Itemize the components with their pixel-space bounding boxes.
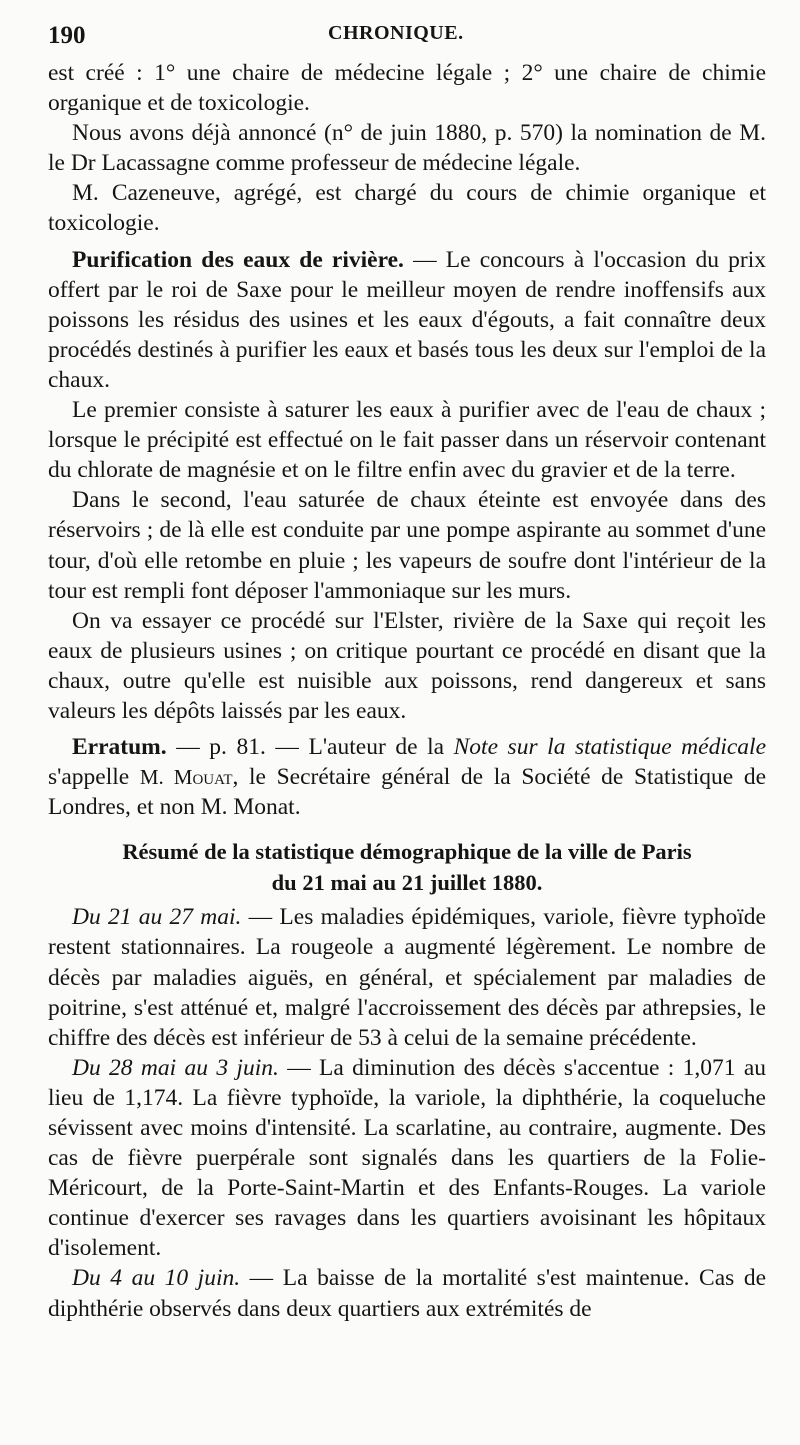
erratum-text-b: s'appelle xyxy=(48,764,140,791)
erratum-text-a: — p. 81. — L'auteur de la xyxy=(166,734,454,761)
purification-text: — Le concours à l'occasion du prix offert par le roi de Saxe pour le meilleur moyen de rendre inoffensifs aux poissons les résidus des usines et les eaux d'égouts, a fait connaître deux procédés destinés à purifier les eaux et basés tous les deux sur l'emploi de la chaux. xyxy=(48,246,766,393)
entry-text: — Les maladies épidémiques, variole, fièvre typhoïde restent stationnaires. La rougeole a augmenté légèrement. Le nombre de décès par maladies aiguës, en général, et spécialement par maladies de poitrine, s'est atténué et, malgré l'accroissement des décès par athrepsies, le chiffre des décès est inférieur de 53 à celui de la semaine précédente. xyxy=(48,904,766,1051)
paragraph-elster: On va essayer ce procédé sur l'Elster, rivière de la Saxe qui reçoit les eaux de plusieurs usines ; on critique pourtant ce procédé en disant que la chaux, outre qu'elle est nuisible aux poissons, rend dangereux et sans valeurs les dépôts laissés par les eaux. xyxy=(48,607,766,724)
erratum-note-title: Note sur la statistique médicale xyxy=(453,734,767,761)
entry-date: Du 21 au 27 mai. xyxy=(72,904,242,931)
page-number: 190 xyxy=(48,22,86,49)
paragraph-cazeneuve: M. Cazeneuve, agrégé, est chargé du cours de chimie organique et toxicologie. xyxy=(48,180,766,237)
page-header xyxy=(48,14,766,58)
section-title xyxy=(48,836,766,898)
section-title-line-1: Résumé de la statistique démographique de la ville de Paris xyxy=(122,839,692,865)
article-body xyxy=(48,58,766,1324)
entry-text: — La baisse de la mortalité s'est maintenue. Cas de diphthérie observés dans deux quartiers aux extrémités de xyxy=(48,1265,767,1322)
purification-heading: Purification des eaux de rivière. xyxy=(72,246,404,273)
erratum-author-name: M. Mouat xyxy=(139,765,233,790)
entry-text: — La diminution des décès s'accentue : 1,071 au lieu de 1,174. La fièvre typhoïde, la variole, la diphthérie, la coqueluche sévissent avec moins d'intensité. La scarlatine, au contraire, augmente. Des cas de fièvre puerpérale sont signalés dans les quartiers de la Folie-Méricourt, de la Porte-Saint-Martin et des Enfants-Rouges. La variole continue d'exercer ses ravages dans les quartiers avoisinant les hôpitaux d'isolement. xyxy=(48,1054,767,1262)
entry-paragraph xyxy=(48,902,766,1052)
paragraph-purification xyxy=(48,245,766,395)
entry-date: Du 4 au 10 juin. xyxy=(72,1265,241,1292)
section-title-line-2: du 21 mai au 21 juillet 1880. xyxy=(271,870,543,896)
running-head: CHRONIQUE. xyxy=(328,22,464,44)
erratum-heading: Erratum. xyxy=(72,734,167,761)
paragraph-first-method: Le premier consiste à saturer les eaux à purifier avec de l'eau de chaux ; lorsque le précipité est effectué on le fait passer dans un réservoir contenant du chlorate de magnésie et on le filtre enfin avec du gravier et de la terre. xyxy=(48,397,766,484)
paragraph-second-method: Dans le second, l'eau saturée de chaux éteinte est envoyée dans des réservoirs ; de là elle est conduite par une pompe aspirante au sommet d'une tour, d'où elle retombe en pluie ; les vapeurs de soufre dont l'intérieur de la tour est rempli font déposer l'ammoniaque sur les murs. xyxy=(48,487,766,604)
paragraph-nomination: Nous avons déjà annoncé (n° de juin 1880, p. 570) la nomination de M. le Dr Lacassagne comme professeur de médecine légale. xyxy=(48,120,766,177)
erratum-text-c: , le Secrétaire général de la Société de Statistique de Londres, et non M. Monat. xyxy=(48,764,767,821)
paragraph-chairs: est créé : 1° une chaire de médecine légale ; 2° une chaire de chimie organique et de toxicologie. xyxy=(48,60,766,117)
paragraph-erratum xyxy=(48,732,766,822)
entry-paragraph xyxy=(48,1053,766,1264)
entry-paragraph xyxy=(48,1263,766,1323)
entry-date: Du 28 mai au 3 juin. xyxy=(72,1054,279,1081)
